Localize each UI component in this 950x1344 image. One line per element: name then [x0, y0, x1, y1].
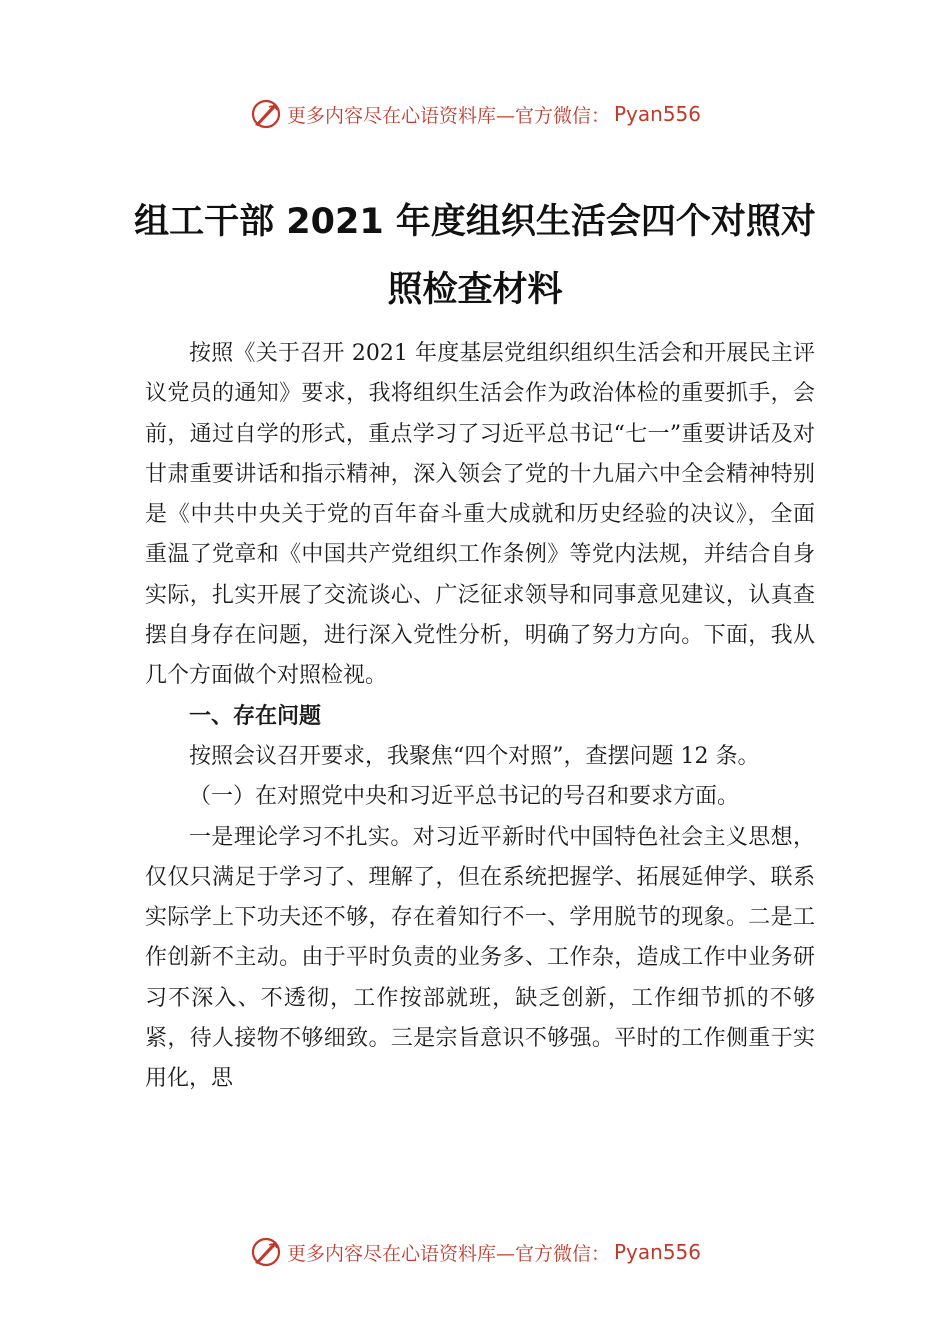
document-body — [145, 334, 815, 1100]
watermark-wechat-id: Pyan556 — [614, 102, 702, 126]
quill-logo-icon — [249, 1235, 283, 1269]
watermark-text: 更多内容尽在心语资料库—官方微信： — [286, 1242, 610, 1265]
watermark-text: 更多内容尽在心语资料库—官方微信： — [286, 104, 610, 127]
quill-logo-icon — [249, 97, 283, 131]
subsection-heading: （一）在对照党中央和习近平总书记的号召和要求方面。 — [189, 784, 740, 810]
header-watermark — [0, 94, 950, 134]
watermark-wechat-id: Pyan556 — [614, 1240, 702, 1264]
issues-intro-paragraph: 按照会议召开要求，我聚焦“四个对照”，查摆问题 12 条。 — [189, 743, 760, 769]
section-heading: 一、存在问题 — [189, 703, 322, 729]
document-title-line-2: 照检查材料 — [387, 270, 563, 310]
issues-paragraph: 一是理论学习不扎实。对习近平新时代中国特色社会主义思想，仅仅只满足于学习了、理解了，但在系统把握学、拓展延伸学、联系实际学上下功夫还不够，存在着知行不一、学用脱节的现象。二是工作创新不主动。由于平时负责的业务多、工作杂，造成工作中业务研习不深入、不透彻，工作按部就班，缺乏创新，工作细节抓的不够紧，待人接物不够细致。三是宗旨意识不够强。平时的工作侧重于实用化，思 — [145, 824, 815, 1092]
intro-paragraph: 按照《关于召开 2021 年度基层党组织组织生活会和开展民主评议党员的通知》要求，我将组织生活会作为政治体检的重要抓手，会前，通过自学的形式，重点学习了习近平总书记“七一”重要讲话及对甘肃重要讲话和指示精神，深入领会了党的十九届六中全会精神特别是《中共中央关于党的百年奋斗重大成就和历史经验的决议》，全面重温了党章和《中国共产党组织工作条例》等党内法规，并结合自身实际，扎实开展了交流谈心、广泛征求领导和同事意见建议，认真查摆自身存在问题，进行深入党性分析，明确了努力方向。下面，我从几个方面做个对照检视。 — [145, 341, 815, 689]
document-title-line-1: 组工干部 2021 年度组织生活会四个对照对 — [134, 202, 816, 242]
footer-watermark — [0, 1232, 950, 1272]
